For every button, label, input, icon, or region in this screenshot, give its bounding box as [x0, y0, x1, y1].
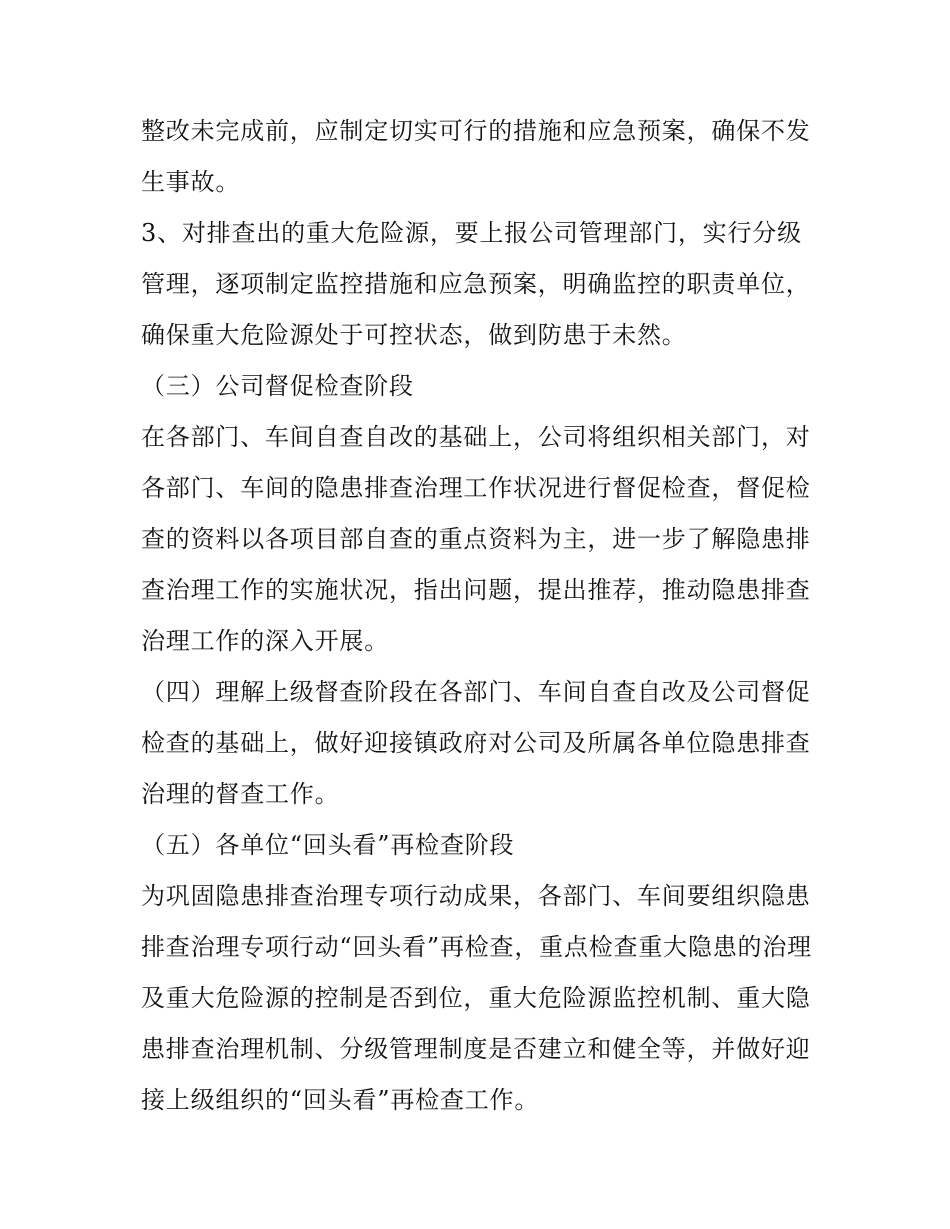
- text-line: 患排查治理机制、分级管理制度是否建立和健全等，并做好迎: [141, 1035, 811, 1063]
- section-heading: （五）各单位“回头看”再检查阶段: [141, 831, 515, 859]
- text-line: 查的资料以各项目部自查的重点资料为主，进一步了解隐患排: [141, 525, 811, 553]
- section-heading: （三）公司督促检查阶段: [141, 372, 414, 400]
- text-line: 排查治理专项行动“回头看”再检查，重点检查重大隐患的治理: [141, 933, 812, 961]
- text-line: 3、对排查出的重大危险源，要上报公司管理部门，实行分级: [141, 219, 802, 247]
- text-line: 在各部门、车间自查自改的基础上，公司将组织相关部门，对: [141, 423, 811, 451]
- text-line: 各部门、车间的隐患排查治理工作状况进行督促检查，督促检: [141, 474, 811, 502]
- text-line: 确保重大危险源处于可控状态，做到防患于未然。: [141, 321, 687, 349]
- text-line: 查治理工作的实施状况，指出问题，提出推荐，推动隐患排查: [141, 576, 811, 604]
- text-line: 及重大危险源的控制是否到位，重大危险源监控机制、重大隐: [141, 984, 811, 1012]
- text-line: 检查的基础上，做好迎接镇政府对公司及所属各单位隐患排查: [141, 729, 811, 757]
- text-line: 为巩固隐患排查治理专项行动成果，各部门、车间要组织隐患: [141, 882, 811, 910]
- text-line: 治理的督查工作。: [141, 780, 340, 808]
- text-line: 管理，逐项制定监控措施和应急预案，明确监控的职责单位，: [141, 270, 811, 298]
- text-line: 整改未完成前，应制定切实可行的措施和应急预案，确保不发: [141, 117, 811, 145]
- text-line: 治理工作的深入开展。: [141, 627, 389, 655]
- section-heading: （四）理解上级督查阶段在各部门、车间自查自改及公司督促: [141, 678, 811, 706]
- text-line: 接上级组织的“回头看”再检查工作。: [141, 1086, 540, 1114]
- document-body: [141, 106, 821, 1126]
- text-line: 生事故。: [141, 168, 241, 196]
